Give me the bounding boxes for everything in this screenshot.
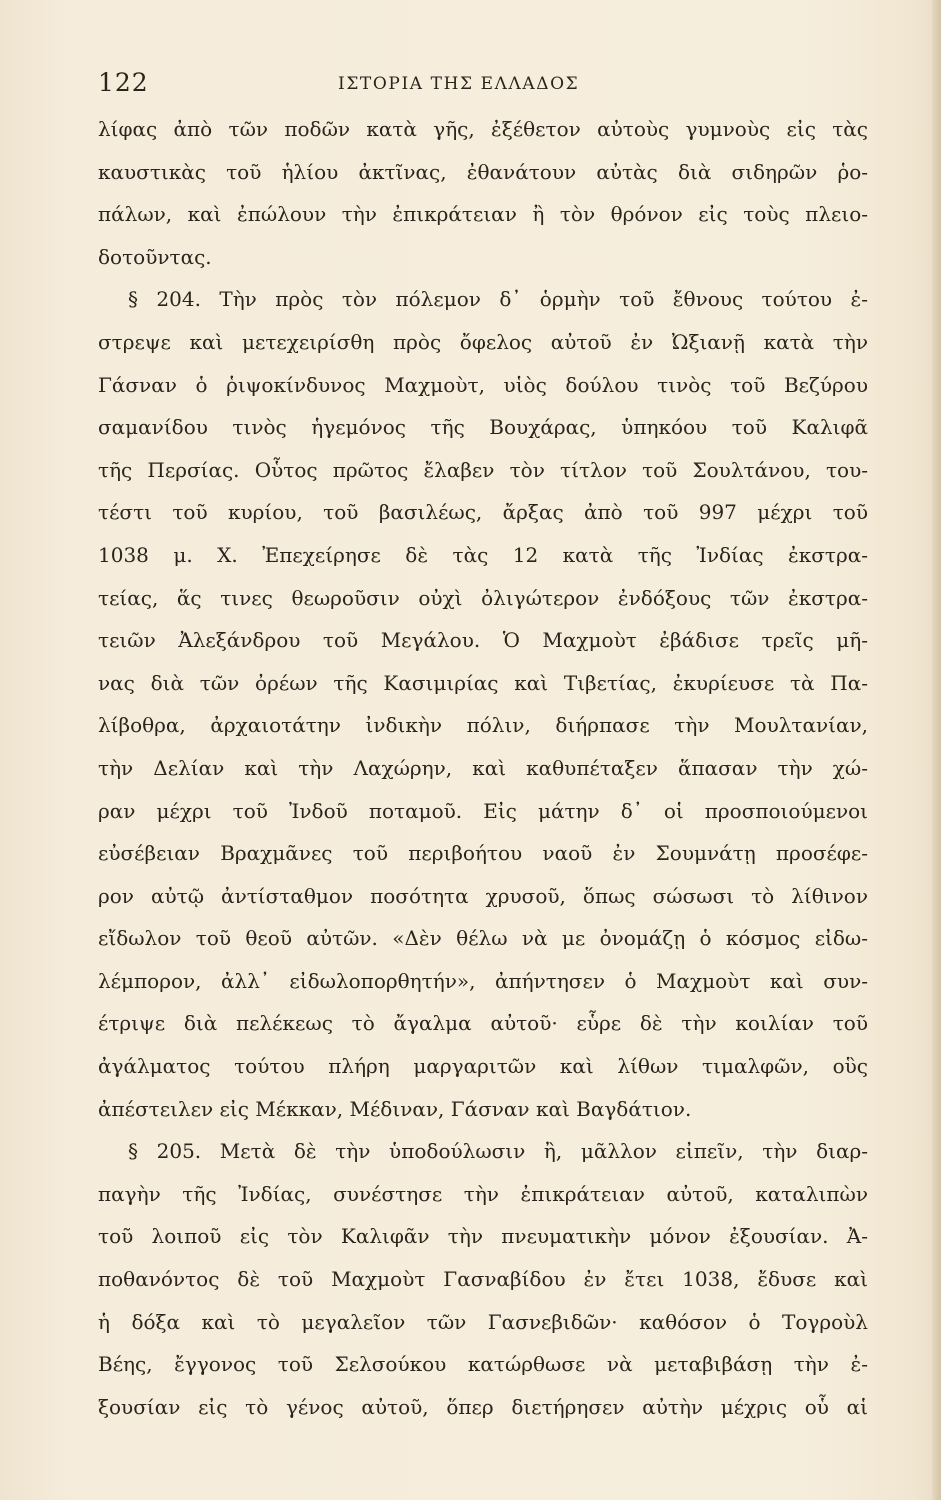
text-line: έτριψε διὰ πελέκεως τὸ ἄγαλμα αὐτοῦ· εὗρε δὲ τὴν κοιλίαν τοῦ	[98, 1011, 868, 1036]
text-line: τὴν Δελίαν καὶ τὴν Λαχώρην, καὶ καθυπέταξεν ἅπασαν τὴν χώ-	[98, 755, 868, 780]
running-title: ΙΣΤΟΡΙΑ ΤΗΣ ΕΛΛΑΔΟΣ	[338, 74, 580, 94]
text-line: ποθανόντος δὲ τοῦ Μαχμοὺτ Γασναβίδου ἐν ἔτει 1038, ἔδυσε καὶ	[98, 1267, 868, 1292]
text-line: 1038 μ. Χ. Ἐπεχείρησε δὲ τὰς 12 κατὰ τῆς Ἰνδίας ἐκστρα-	[98, 542, 868, 567]
text-line: σαμανίδου τινὸς ἡγεμόνος τῆς Βουχάρας, ὑπηκόου τοῦ Καλιφᾶ	[98, 415, 868, 440]
text-line: Γάσναν ὁ ῥιψοκίνδυνος Μαχμοὺτ, υἱὸς δούλου τινὸς τοῦ Βεζύρου	[98, 372, 868, 397]
section-205-start: § 205. Μετὰ δὲ τὴν ὑποδούλωσιν ἢ, μᾶλλον εἰπεῖν, τὴν διαρ-	[128, 1139, 868, 1164]
section-204-start: § 204. Τὴν πρὸς τὸν πόλεμον δ᾽ ὁρμὴν τοῦ ἔθνους τούτου ἐ-	[128, 287, 868, 312]
text-line: ρον αὐτῷ ἀντίσταθμον ποσότητα χρυσοῦ, ὅπως σώσωσι τὸ λίθινον	[98, 883, 868, 908]
text-line: ξουσίαν εἰς τὸ γένος αὐτοῦ, ὅπερ διετήρησεν αὐτὴν μέχρις οὗ αἱ	[98, 1394, 868, 1419]
text-line: λίβοθρα, ἀρχαιοτάτην ἰνδικὴν πόλιν, διήρπασε τὴν Μουλτανίαν,	[98, 713, 868, 738]
text-line: ἀπέστειλεν εἰς Μέκκαν, Μέδιναν, Γάσναν καὶ Βαγδάτιον.	[98, 1096, 692, 1121]
text-line: τοῦ λοιποῦ εἰς τὸν Καλιφᾶν τὴν πνευματικὴν μόνον ἐξουσίαν. Ἀ-	[98, 1224, 868, 1249]
text-line: ραν μέχρι τοῦ Ἰνδοῦ ποταμοῦ. Εἰς μάτην δ᾽ οἱ προσποιούμενοι	[98, 798, 868, 823]
text-line: εὐσέβειαν Βραχμᾶνες τοῦ περιβοήτου ναοῦ ἐν Σουμνάτῃ προσέφε-	[98, 841, 868, 866]
text-line: τειῶν Ἀλεξάνδρου τοῦ Μεγάλου. Ὁ Μαχμοὺτ ἐβάδισε τρεῖς μῆ-	[98, 628, 868, 653]
text-line: ἀγάλματος τούτου πλήρη μαργαριτῶν καὶ λίθων τιμαλφῶν, οὓς	[98, 1054, 868, 1079]
text-line: τείας, ἅς τινες θεωροῦσιν οὐχὶ ὀλιγώτερον ἐνδόξους τῶν ἐκστρα-	[98, 585, 868, 610]
text-line: λίφας ἀπὸ τῶν ποδῶν κατὰ γῆς, ἐξέθετον αὐτοὺς γυμνοὺς εἰς τὰς	[98, 117, 868, 141]
text-line: τέστι τοῦ κυρίου, τοῦ βασιλέως, ἄρξας ἀπὸ τοῦ 997 μέχρι τοῦ	[98, 500, 868, 525]
text-line: παγὴν τῆς Ἰνδίας, συνέστησε τὴν ἐπικράτειαν αὐτοῦ, καταλιπὼν	[98, 1181, 868, 1206]
page-edge	[932, 0, 941, 1500]
text-line: Βέης, ἔγγονος τοῦ Σελσούκου κατώρθωσε νὰ μεταβιβάσῃ τὴν ἐ-	[98, 1352, 868, 1377]
body-text	[98, 108, 868, 1428]
text-line: στρεψε καὶ μετεχειρίσθη πρὸς ὄφελος αὐτοῦ ἐν Ὠξιανῇ κατὰ τὴν	[98, 329, 868, 354]
page-header	[98, 68, 878, 108]
text-line: δοτοῦντας.	[98, 244, 212, 269]
text-line: ἡ δόξα καὶ τὸ μεγαλεῖον τῶν Γασνεβιδῶν· καθόσον ὁ Τογροὺλ	[98, 1309, 868, 1334]
text-line: νας διὰ τῶν ὀρέων τῆς Κασιμιρίας καὶ Τιβετίας, ἐκυρίευσε τὰ Πα-	[98, 670, 868, 695]
text-line: εἴδωλον τοῦ θεοῦ αὐτῶν. «Δὲν θέλω νὰ με ὀνομάζῃ ὁ κόσμος εἰδω-	[98, 926, 868, 951]
text-line: τῆς Περσίας. Οὗτος πρῶτος ἔλαβεν τὸν τίτλον τοῦ Σουλτάνου, του-	[98, 457, 868, 482]
text-line: καυστικὰς τοῦ ἡλίου ἀκτῖνας, ἐθανάτουν αὐτὰς διὰ σιδηρῶν ῥο-	[98, 159, 868, 184]
text-line: πάλων, καὶ ἐπώλουν τὴν ἐπικράτειαν ἢ τὸν θρόνον εἰς τοὺς πλειο-	[98, 202, 868, 227]
page-number: 122	[98, 68, 149, 97]
text-line: λέμπορον, ἀλλ᾽ εἰδωλοπορθητήν», ἀπήντησεν ὁ Μαχμοὺτ καὶ συν-	[98, 968, 868, 993]
